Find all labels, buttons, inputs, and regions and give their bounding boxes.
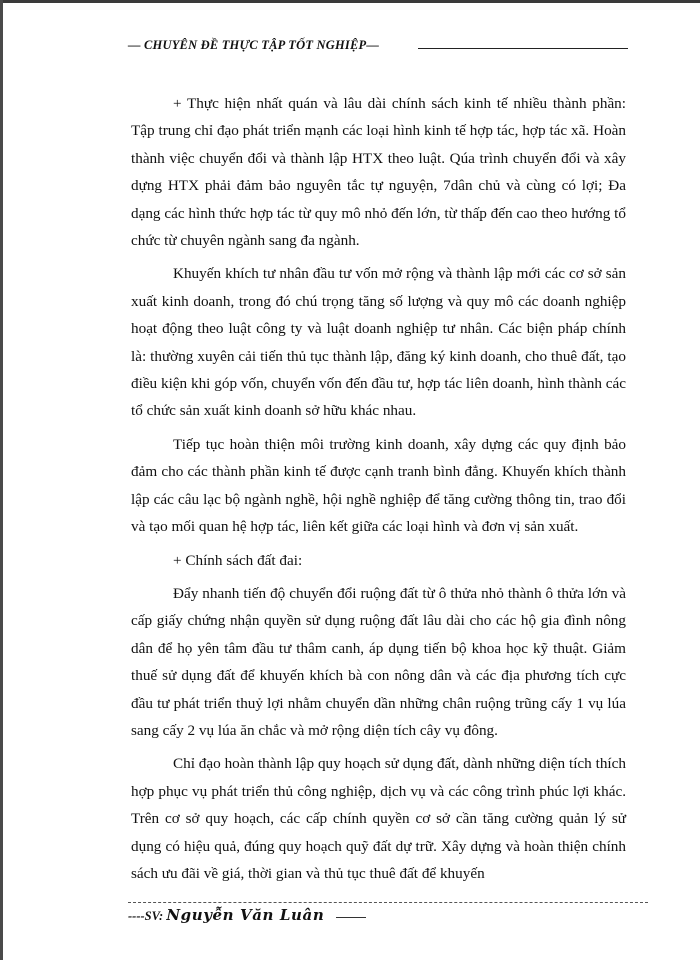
page-footer	[128, 906, 366, 926]
footer-rule	[128, 902, 648, 903]
page-border-left	[0, 0, 3, 960]
author-signature: Nguyễn Văn Luân	[166, 906, 325, 924]
header-title: — CHUYÊN ĐỀ THỰC TẬP TỐT NGHIỆP—	[128, 38, 380, 52]
footer-dash	[336, 917, 366, 918]
header-rule	[418, 48, 628, 49]
page-header	[128, 36, 628, 54]
paragraph: Chỉ đạo hoàn thành lập quy hoạch sử dụng đất, dành những diện tích thích hợp phục vụ phát triển thủ công nghiệp, dịch vụ và các công trình phúc lợi khác. Trên cơ sở quy hoạch, các cấp chính quyền cơ sở cần tăng cường quản lý sử dụng có hiệu quả, đúng quy hoạch quỹ đất dự trữ. Xây dựng và hoàn thiện chính sách ưu đãi về giá, thời gian và thủ tục thuê đất để khuyến	[131, 755, 626, 882]
paragraph: Tiếp tục hoàn thiện môi trường kinh doanh, xây dựng các quy định bảo đảm cho các thành phần kinh tế được cạnh tranh bình đẳng. Khuyến khích thành lập các câu lạc bộ ngành nghề, hội nghề nghiệp để tăng cường thông tin, trao đổi và tạo mối quan hệ hợp tác, liên kết giữa các loại hình và đơn vị sản xuất.	[131, 435, 626, 536]
page-border-top	[0, 0, 700, 3]
section-heading: + Chính sách đất đai:	[173, 551, 303, 569]
footer-prefix: ----SV:	[128, 909, 164, 923]
document-body	[131, 90, 626, 893]
paragraph: Khuyến khích tư nhân đầu tư vốn mở rộng và thành lập mới các cơ sở sản xuất kinh doanh, trong đó chú trọng tăng số lượng và quy mô các doanh nghiệp hoạt động theo luật công ty và luật doanh nghiệp tư nhân. Các biện pháp chính là: thường xuyên cải tiến thủ tục thành lập, đăng ký kinh doanh, cho thuê đất, tạo điều kiện khi góp vốn, chuyển vốn đến đầu tư, hợp tác liên doanh, hình thành các tổ chức sản xuất kinh doanh sở hữu khác nhau.	[131, 265, 626, 420]
paragraph: + Thực hiện nhất quán và lâu dài chính sách kinh tế nhiều thành phần: Tập trung chỉ đạo phát triển mạnh các loại hình kinh tế hợp tác, hợp tác xã. Hoàn thành việc chuyển đổi và thành lập HTX theo luật. Qúa trình chuyển đổi và xây dựng HTX phải đảm bảo nguyên tắc tự nguyện, 7dân chủ và cùng có lợi; Đa dạng các hình thức hợp tác từ quy mô nhỏ đến lớn, từ thấp đến cao theo hướng tổ chức từ chuyên ngành sang đa ngành.	[131, 95, 626, 250]
paragraph: Đẩy nhanh tiến độ chuyển đổi ruộng đất từ ô thửa nhỏ thành ô thửa lớn và cấp giấy chứng nhận quyền sử dụng ruộng đất lâu dài cho các hộ gia đình nông dân để họ yên tâm đầu tư thâm canh, áp dụng tiến bộ khoa học kỹ thuật. Giảm thuế sử dụng đất để khuyến khích bà con nông dân và các địa phương tích cực đầu tư phát triển thuỷ lợi nhằm chuyển dần những chân ruộng trũng cấy 1 vụ lúa sang cấy 2 vụ lúa ăn chắc và mở rộng diện tích cây vụ đông.	[131, 584, 626, 739]
